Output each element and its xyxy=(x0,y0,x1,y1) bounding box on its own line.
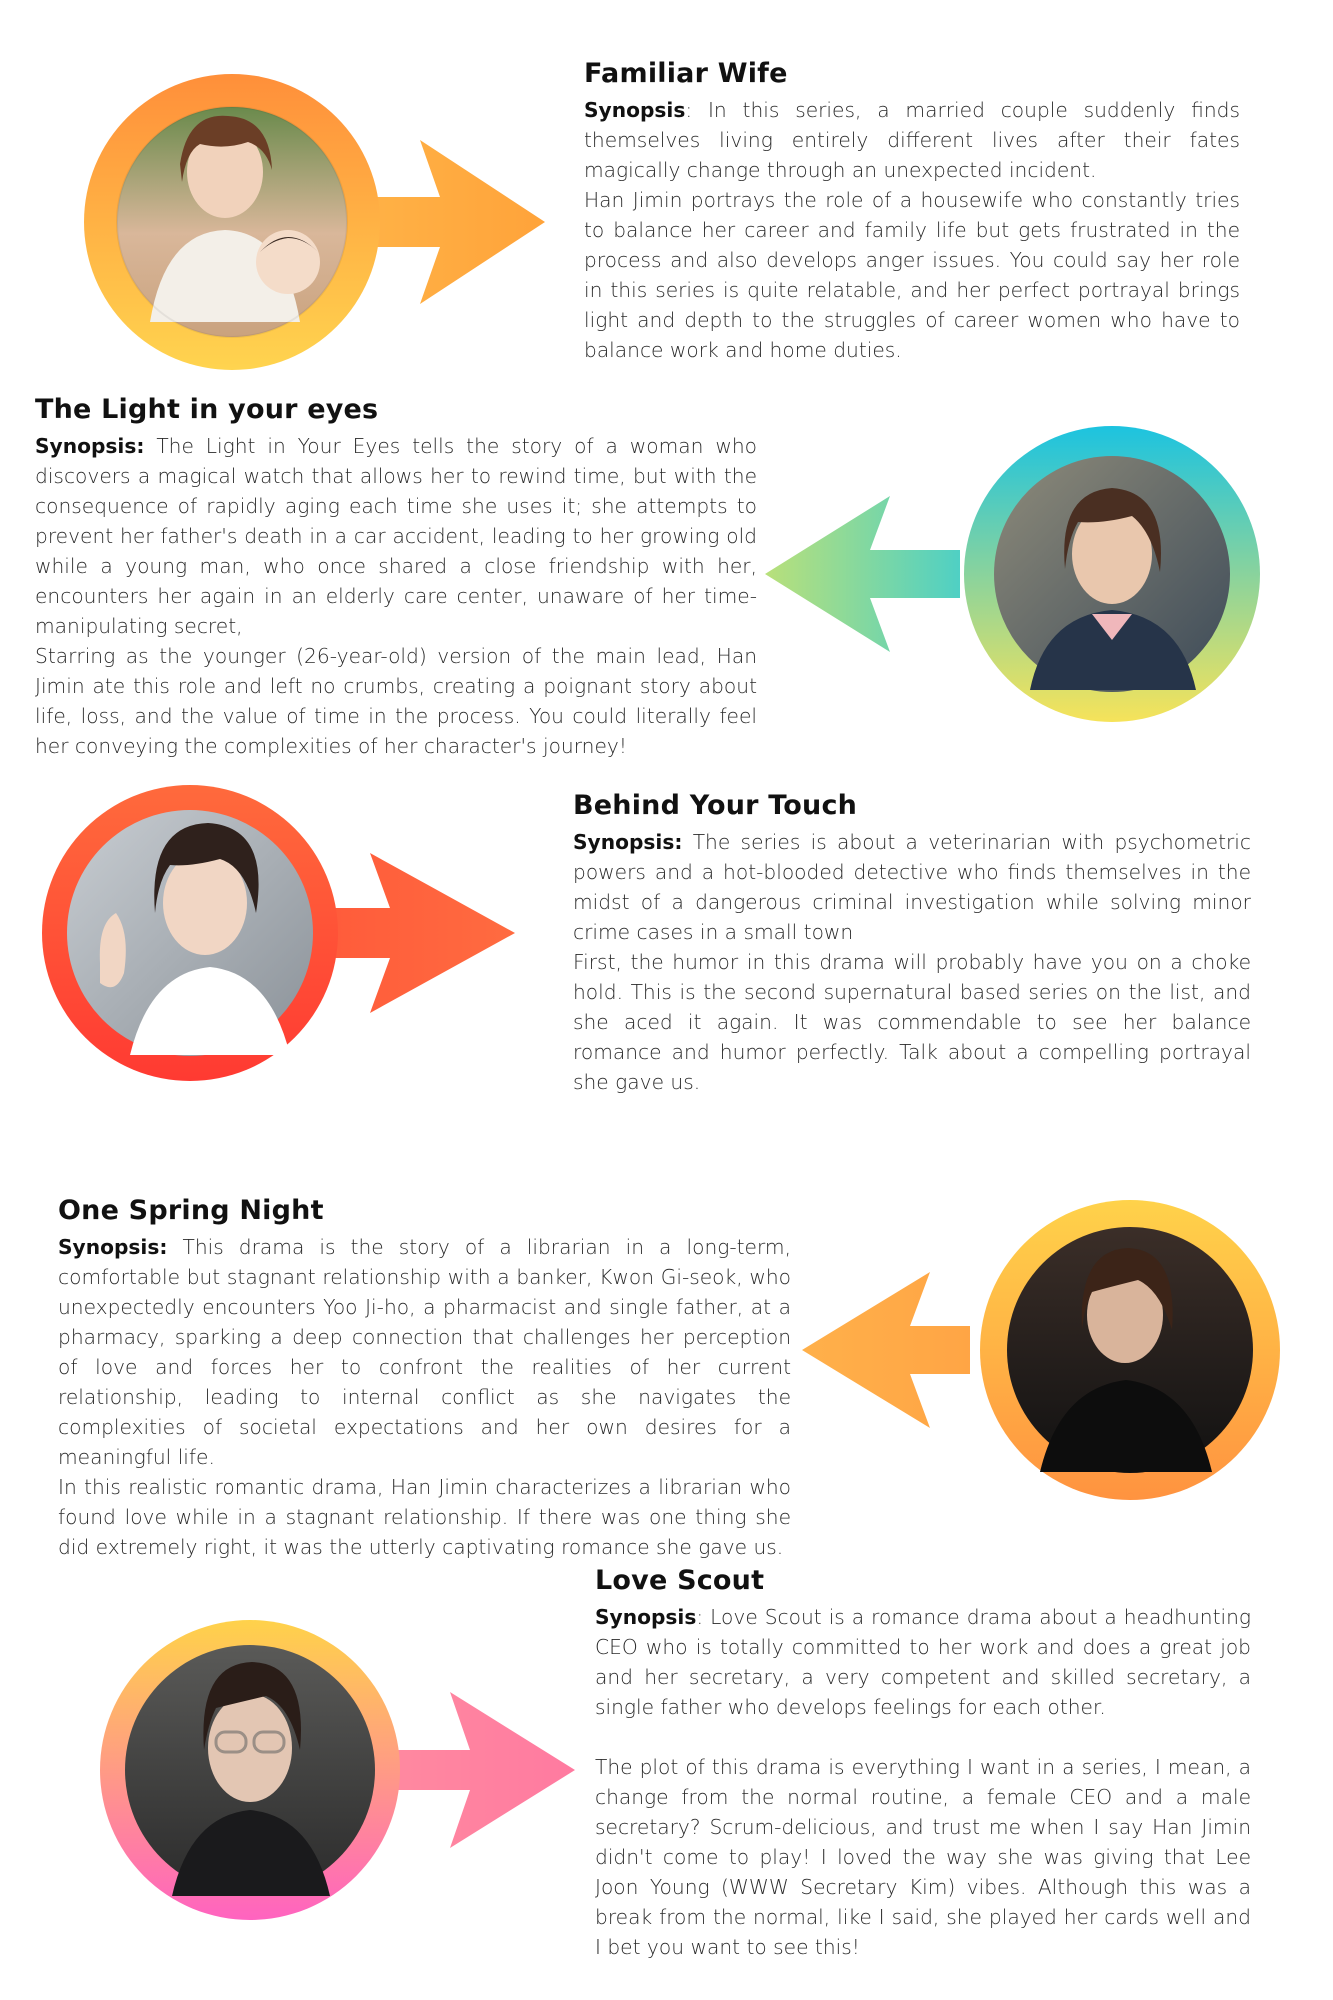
synopsis-separator xyxy=(167,1235,182,1259)
drama-synopsis xyxy=(35,431,757,641)
synopsis-label: Synopsis: xyxy=(35,434,145,458)
synopsis-text: The series is about a veterinarian with psychometric powers and a hot-blooded detective who finds themselves in the midst of a dangerous criminal investigation while solving minor crime cases in a small town xyxy=(573,830,1251,944)
drama-text-block xyxy=(595,1565,1251,1962)
paragraph-gap xyxy=(595,1722,1251,1752)
drama-review: In this realistic romantic drama, Han Jimin characterizes a librarian who found love while in a stagnant relationship. If there was one thing she did extremely right, it was the utterly captivating romance she gave us. xyxy=(58,1475,791,1559)
synopsis-text: Love Scout is a romance drama about a headhunting CEO who is totally committed to her work and does a great job and her secretary, a very competent and skilled secretary, a single father who develops feelings for each other. xyxy=(595,1605,1251,1719)
synopsis-separator: : xyxy=(696,1605,711,1629)
drama-title: Familiar Wife xyxy=(584,58,788,89)
drama-synopsis xyxy=(584,95,1240,185)
synopsis-separator xyxy=(682,830,692,854)
synopsis-text: This drama is the story of a librarian in a long-term, comfortable but stagnant relationship with a banker, Kwon Gi-seok, who unexpectedly encounters Yoo Ji-ho, a pharmacist and single father, at a pharmacy, sparking a deep connection that challenges her perception of love and forces her to confront the realities of her current relationship, leading to internal conflict as she navigates the complexities of societal expectations and her own desires for a meaningful life. xyxy=(58,1235,792,1469)
drama-synopsis xyxy=(58,1232,791,1472)
drama-synopsis xyxy=(595,1602,1251,1722)
gender-symbol-emblem xyxy=(80,1600,600,1940)
drama-text-block xyxy=(584,58,1240,365)
arrow-right-icon xyxy=(380,1692,575,1848)
gender-symbol-emblem xyxy=(760,404,1280,744)
drama-text-block xyxy=(58,1195,791,1562)
synopsis-separator xyxy=(144,434,156,458)
drama-text-block xyxy=(573,790,1251,1097)
synopsis-label: Synopsis: xyxy=(573,830,683,854)
drama-text-block xyxy=(35,394,757,761)
drama-review: Han Jimin portrays the role of a housewife who constantly tries to balance her career and family life but gets frustrated in the process and also develops anger issues. You could say her role in this series is quite relatable, and her perfect portrayal brings light and depth to the struggles of career women who have to balance work and home duties. xyxy=(584,188,1240,362)
arrow-left-icon xyxy=(765,496,960,652)
drama-title: One Spring Night xyxy=(58,1195,324,1226)
arrow-left-icon xyxy=(802,1272,970,1428)
drama-title: Behind Your Touch xyxy=(573,790,858,821)
synopsis-separator: : xyxy=(685,98,708,122)
synopsis-label: Synopsis: xyxy=(58,1235,168,1259)
arrow-right-icon xyxy=(310,853,515,1013)
synopsis-text: In this series, a married couple suddenly finds themselves living entirely different lives after their fates magically change through an unexpected incident. xyxy=(584,98,1240,182)
drama-review: The plot of this drama is everything I want in a series, I mean, a change from the normal routine, a female CEO and a male secretary? Scrum-delicious, and trust me when I say Han Jimin didn't come to play! I loved the way she was giving that Lee Joon Young (WWW Secretary Kim) vibes. Although this was a break from the normal, like I said, she played her cards well and I bet you want to see this! xyxy=(595,1755,1251,1959)
gender-symbol-emblem xyxy=(60,52,580,392)
drama-synopsis xyxy=(573,827,1251,947)
synopsis-label: Synopsis xyxy=(584,98,686,122)
drama-review: First, the humor in this drama will probably have you on a choke hold. This is the second supernatural based series on the list, and she aced it again. It was commendable to see her balance romance and humor perfectly. Talk about a compelling portrayal she gave us. xyxy=(573,950,1251,1094)
gender-symbol-emblem xyxy=(20,763,540,1103)
drama-title: The Light in your eyes xyxy=(35,394,379,425)
gender-symbol-emblem xyxy=(800,1180,1320,1520)
drama-review: Starring as the younger (26-year-old) version of the main lead, Han Jimin ate this role and left no crumbs, creating a poignant story about life, loss, and the value of time in the process. You could literally feel her conveying the complexities of her character's journey! xyxy=(35,644,757,758)
synopsis-label: Synopsis xyxy=(595,1605,697,1629)
drama-title: Love Scout xyxy=(595,1565,765,1596)
synopsis-text: The Light in Your Eyes tells the story of a woman who discovers a magical watch that allows her to rewind time, but with the consequence of rapidly aging each time she uses it; she attempts to prevent her father's death in a car accident, leading to her growing old while a young man, who once shared a close friendship with her, encounters her again in an elderly care center, unaware of her time-manipulating secret, xyxy=(35,434,758,638)
